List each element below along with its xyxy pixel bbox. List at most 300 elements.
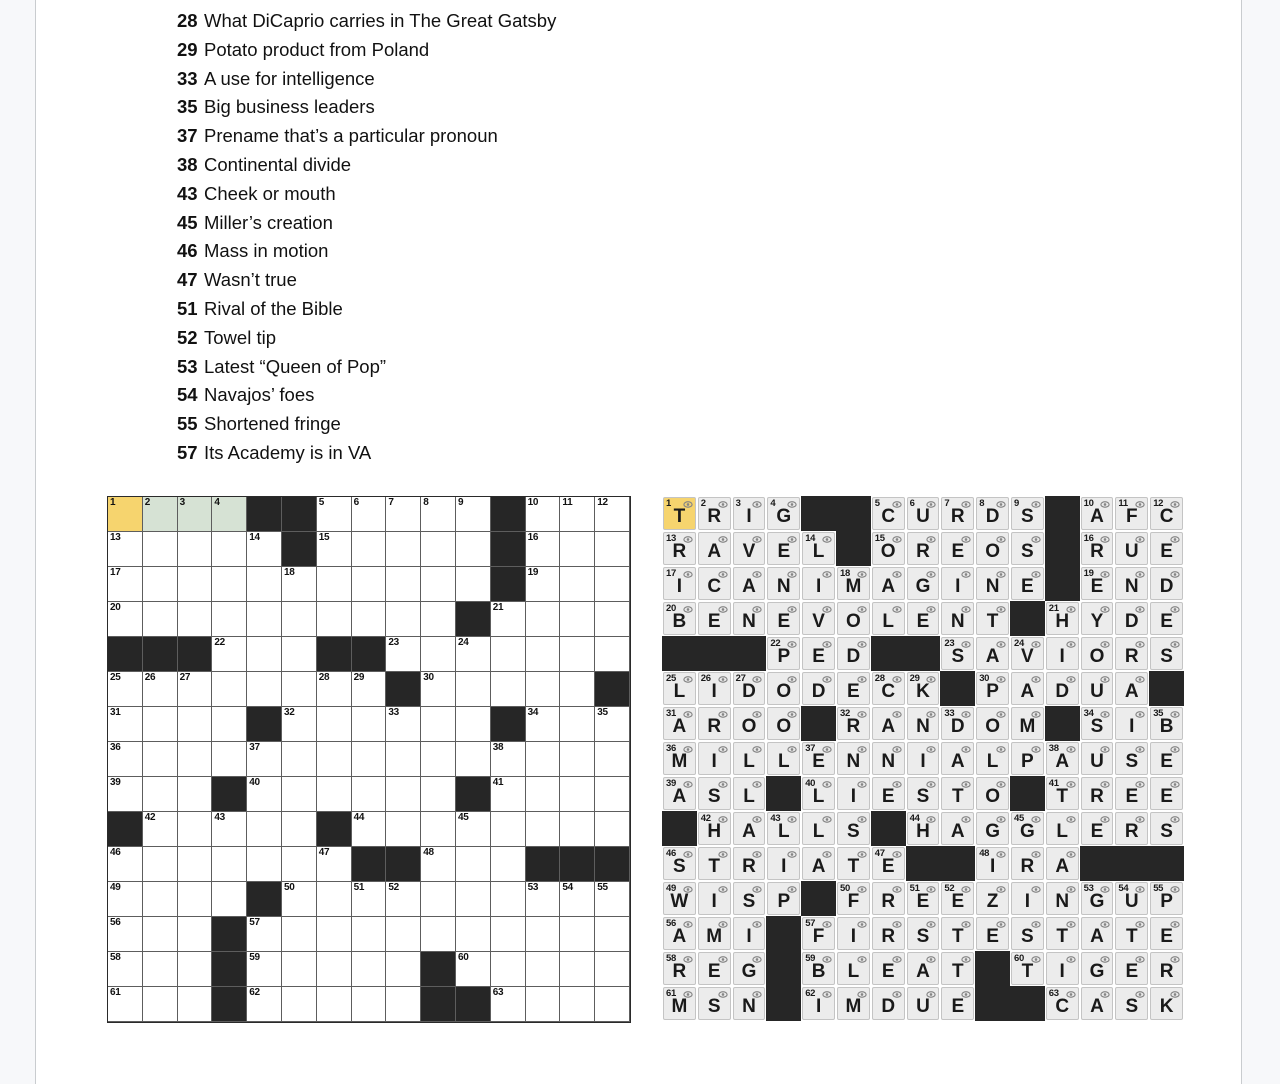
- grid-cell: [491, 952, 526, 987]
- letter-tile: [1011, 637, 1044, 670]
- grid-cell: [282, 882, 317, 917]
- grid-cell: [247, 637, 282, 672]
- grid-cell: [386, 637, 421, 672]
- grid-cell: [906, 566, 941, 601]
- letter-tile: [767, 672, 800, 705]
- clue-text: Continental divide: [204, 153, 352, 175]
- grid-cell: [560, 882, 595, 917]
- black-cell: [836, 531, 871, 566]
- grid-cell: [1149, 601, 1184, 636]
- grid-cell: [836, 846, 871, 881]
- letter-tile: [837, 637, 870, 670]
- letter-tile: [663, 602, 696, 635]
- grid-cell: [732, 986, 767, 1021]
- grid-cell: [1114, 881, 1149, 916]
- black-cell: [906, 846, 941, 881]
- cell-number: 40: [249, 777, 260, 788]
- letter-tile: [698, 672, 731, 705]
- cell-letter: F: [1125, 506, 1138, 527]
- cell-letter: T: [1021, 961, 1034, 982]
- cell-number: 1: [110, 497, 116, 508]
- cell-letter: M: [1019, 716, 1036, 737]
- cell-number: 60: [457, 952, 469, 963]
- grid-cell: [282, 672, 317, 707]
- grid-cell: [108, 497, 143, 532]
- clue-item: [177, 410, 737, 439]
- black-cell: [491, 532, 526, 567]
- grid-cell: [732, 951, 767, 986]
- letter-tile: [733, 672, 766, 705]
- cell-letter: D: [742, 681, 756, 702]
- cell-letter: S: [1021, 541, 1034, 562]
- grid-cell: [1114, 706, 1149, 741]
- cell-letter: D: [811, 681, 826, 702]
- clue-number: 54: [177, 384, 198, 406]
- grid-cell: [178, 847, 213, 882]
- cell-number: 46: [110, 847, 121, 858]
- cell-number: 31: [110, 707, 121, 718]
- letter-tile: [663, 952, 696, 985]
- letter-tile: [837, 602, 870, 635]
- cell-number: 26: [700, 673, 711, 684]
- grid-cell: [491, 742, 526, 777]
- grid-cell: [1045, 671, 1080, 706]
- grid-cell: [697, 601, 732, 636]
- cell-number: 50: [839, 883, 850, 894]
- black-cell: [247, 882, 282, 917]
- cell-letter: T: [708, 856, 720, 877]
- letter-tile: [1115, 637, 1148, 670]
- cell-letter: I: [746, 506, 752, 527]
- grid-cell: [1080, 566, 1115, 601]
- cell-letter: E: [916, 891, 930, 912]
- grid-cell: [143, 707, 178, 742]
- letter-tile: [698, 497, 731, 530]
- cell-number: 28: [874, 673, 885, 684]
- grid-cell: [906, 951, 941, 986]
- cell-number: 24: [1013, 638, 1024, 649]
- grid-cell: [560, 707, 595, 742]
- grid-cell: [456, 497, 491, 532]
- grid-cell: [595, 637, 630, 672]
- cell-letter: W: [670, 891, 689, 912]
- letter-tile: [1150, 532, 1183, 565]
- letter-tile: [1046, 672, 1079, 705]
- grid-cell: [595, 567, 630, 602]
- cell-letter: P: [777, 646, 791, 667]
- grid-cell: [836, 636, 871, 671]
- letter-tile: [941, 917, 974, 950]
- grid-cell: [595, 532, 630, 567]
- letter-tile: [733, 812, 766, 845]
- cell-letter: O: [985, 716, 1000, 737]
- grid-cell: [212, 707, 247, 742]
- cell-letter: C: [707, 576, 722, 597]
- cell-letter: C: [881, 506, 896, 527]
- grid-cell: [178, 567, 213, 602]
- clue-item: [177, 7, 737, 36]
- cell-letter: E: [777, 541, 791, 562]
- grid-cell: [386, 532, 421, 567]
- grid-cell: [662, 986, 697, 1021]
- cell-letter: I: [1059, 646, 1065, 667]
- grid-cell: [906, 986, 941, 1021]
- grid-cell: [560, 532, 595, 567]
- cell-letter: V: [812, 611, 825, 632]
- black-cell: [1149, 671, 1184, 706]
- grid-cell: [560, 672, 595, 707]
- cell-letter: U: [1124, 541, 1139, 562]
- cell-number: 22: [214, 637, 225, 648]
- cell-letter: A: [1055, 856, 1070, 877]
- grid-cell: [491, 777, 526, 812]
- cell-letter: E: [812, 646, 825, 667]
- grid-cell: [940, 496, 975, 531]
- black-cell: [247, 707, 282, 742]
- cell-number: 9: [457, 497, 464, 508]
- grid-cell: [282, 602, 317, 637]
- letter-tile: [1081, 672, 1114, 705]
- grid-cell: [456, 672, 491, 707]
- cell-number: 21: [492, 602, 504, 613]
- cell-letter: C: [1055, 996, 1070, 1017]
- cell-number: 11: [1118, 498, 1128, 509]
- cell-number: 51: [909, 883, 920, 894]
- cell-letter: V: [742, 541, 756, 562]
- grid-cell: [871, 601, 906, 636]
- cell-letter: A: [950, 821, 965, 842]
- grid-cell: [940, 601, 975, 636]
- grid-cell: [975, 881, 1010, 916]
- cell-number: 16: [1083, 533, 1094, 544]
- cell-letter: A: [1124, 681, 1139, 702]
- letter-tile: [767, 497, 800, 530]
- grid-cell: [560, 742, 595, 777]
- cell-number: 33: [944, 708, 955, 719]
- grid-cell: [595, 882, 630, 917]
- letter-tile: [941, 952, 974, 985]
- cell-number: 42: [144, 812, 156, 823]
- letter-tile: [941, 567, 974, 600]
- cell-letter: L: [986, 751, 999, 772]
- black-cell: [456, 602, 491, 637]
- grid-cell: [143, 812, 178, 847]
- grid-cell: [836, 776, 871, 811]
- grid-cell: [526, 672, 561, 707]
- letter-tile: [1011, 812, 1044, 845]
- letter-tile: [976, 672, 1009, 705]
- letter-tile: [837, 777, 870, 810]
- grid-cell: [247, 812, 282, 847]
- cell-number: 2: [144, 497, 151, 508]
- letter-tile: [1081, 532, 1114, 565]
- grid-cell: [940, 951, 975, 986]
- cell-letter: S: [673, 856, 686, 877]
- cell-letter: O: [776, 681, 792, 702]
- grid-cell: [317, 847, 352, 882]
- cell-number: 6: [909, 498, 915, 509]
- letter-tile: [907, 707, 940, 740]
- letter-tile: [802, 602, 835, 635]
- cell-letter: N: [950, 611, 965, 632]
- cell-number: 14: [805, 533, 816, 544]
- cell-number: 26: [144, 672, 156, 683]
- cell-number: 41: [492, 777, 504, 788]
- grid-cell: [906, 811, 941, 846]
- grid-cell: [766, 636, 801, 671]
- grid-cell: [975, 531, 1010, 566]
- grid-cell: [940, 636, 975, 671]
- grid-cell: [386, 812, 421, 847]
- grid-cell: [1080, 776, 1115, 811]
- cell-letter: O: [776, 716, 792, 737]
- cell-number: 35: [1153, 708, 1164, 719]
- letter-tile: [663, 917, 696, 950]
- grid-cell: [801, 916, 836, 951]
- grid-cell: [456, 532, 491, 567]
- grid-cell: [317, 952, 352, 987]
- grid-cell: [108, 602, 143, 637]
- grid-cell: [352, 812, 387, 847]
- cell-number: 22: [770, 638, 781, 649]
- cell-number: 5: [874, 498, 880, 509]
- cell-letter: F: [812, 926, 825, 947]
- grid-cell: [282, 777, 317, 812]
- cell-number: 55: [1153, 883, 1164, 894]
- letter-tile: [941, 637, 974, 670]
- grid-cell: [766, 566, 801, 601]
- grid-cell: [906, 881, 941, 916]
- grid-cell: [352, 742, 387, 777]
- cell-letter: E: [881, 786, 895, 807]
- letter-tile: [1046, 917, 1079, 950]
- grid-cell: [247, 532, 282, 567]
- clue-text: Navajos’ foes: [204, 384, 315, 406]
- letter-tile: [767, 847, 800, 880]
- black-cell: [766, 776, 801, 811]
- cell-number: 27: [179, 672, 191, 683]
- grid-cell: [1149, 496, 1184, 531]
- cell-letter: E: [1160, 926, 1173, 947]
- grid-cell: [1010, 881, 1045, 916]
- grid-cell: [1114, 531, 1149, 566]
- black-cell: [801, 706, 836, 741]
- cell-letter: R: [881, 891, 896, 912]
- grid-cell: [108, 882, 143, 917]
- cell-number: 46: [666, 848, 676, 859]
- cell-number: 57: [805, 918, 816, 929]
- cell-number: 51: [353, 882, 365, 893]
- cell-letter: I: [815, 996, 822, 1017]
- clue-text: A use for intelligence: [204, 67, 375, 89]
- grid-cell: [421, 777, 456, 812]
- grid-cell: [906, 776, 941, 811]
- cell-letter: A: [672, 786, 687, 807]
- grid-cell: [421, 567, 456, 602]
- cell-number: 60: [1013, 953, 1024, 964]
- solution-grid: [662, 496, 1184, 1021]
- clue-item: [177, 65, 737, 94]
- cell-letter: A: [672, 716, 687, 737]
- down-clues-list: [177, 7, 737, 468]
- grid-cell: [1114, 811, 1149, 846]
- grid-cell: [766, 531, 801, 566]
- grid-cell: [560, 567, 595, 602]
- cell-letter: R: [916, 541, 930, 562]
- clue-item: [177, 151, 737, 180]
- grid-cell: [178, 812, 213, 847]
- grid-cell: [732, 846, 767, 881]
- cell-number: 49: [110, 882, 121, 893]
- black-cell: [108, 637, 143, 672]
- letter-tile: [1081, 777, 1114, 810]
- empty-grid: [107, 496, 631, 1023]
- cell-letter: T: [986, 611, 999, 632]
- letter-tile: [698, 707, 731, 740]
- grid-cell: [143, 952, 178, 987]
- black-cell: [491, 707, 526, 742]
- cell-number: 49: [666, 883, 676, 894]
- cell-number: 45: [1013, 813, 1024, 824]
- cell-number: 30: [423, 672, 434, 683]
- grid-cell: [1114, 916, 1149, 951]
- grid-cell: [940, 706, 975, 741]
- letter-tile: [663, 987, 696, 1020]
- black-cell: [801, 496, 836, 531]
- grid-cell: [1010, 741, 1045, 776]
- grid-cell: [178, 672, 213, 707]
- grid-cell: [560, 917, 595, 952]
- grid-cell: [906, 671, 941, 706]
- clue-item: [177, 93, 737, 122]
- cell-number: 61: [110, 987, 121, 998]
- grid-cell: [526, 812, 561, 847]
- grid-cell: [526, 742, 561, 777]
- grid-cell: [317, 672, 352, 707]
- grid-cell: [662, 706, 697, 741]
- cell-letter: E: [1160, 751, 1173, 772]
- cell-letter: P: [777, 891, 791, 912]
- grid-cell: [662, 776, 697, 811]
- letter-tile: [1115, 532, 1148, 565]
- grid-cell: [108, 917, 143, 952]
- grid-cell: [1114, 741, 1149, 776]
- grid-cell: [940, 811, 975, 846]
- cell-letter: A: [707, 541, 722, 562]
- letter-tile: [733, 847, 766, 880]
- letter-tile: [1046, 882, 1079, 915]
- grid-cell: [247, 777, 282, 812]
- letter-tile: [1150, 777, 1183, 810]
- grid-cell: [1114, 951, 1149, 986]
- grid-cell: [836, 986, 871, 1021]
- cell-letter: E: [1160, 611, 1173, 632]
- grid-cell: [491, 847, 526, 882]
- grid-cell: [421, 532, 456, 567]
- black-cell: [697, 636, 732, 671]
- letter-tile: [733, 602, 766, 635]
- cell-number: 10: [1083, 498, 1094, 509]
- cell-letter: B: [811, 961, 826, 982]
- cell-number: 58: [666, 953, 676, 964]
- cell-letter: N: [742, 996, 756, 1017]
- cell-number: 37: [249, 742, 260, 753]
- grid-cell: [1010, 811, 1045, 846]
- cell-number: 48: [979, 848, 990, 859]
- black-cell: [1045, 706, 1080, 741]
- cell-letter: A: [742, 576, 756, 597]
- letter-tile: [907, 952, 940, 985]
- letter-tile: [1150, 742, 1183, 775]
- letter-tile: [1115, 777, 1148, 810]
- grid-cell: [352, 497, 387, 532]
- grid-cell: [108, 987, 143, 1022]
- cell-number: 14: [249, 532, 260, 543]
- black-cell: [526, 847, 561, 882]
- letter-tile: [941, 497, 974, 530]
- cell-letter: S: [1125, 751, 1139, 772]
- letter-tile: [976, 567, 1009, 600]
- cell-letter: I: [1059, 961, 1065, 982]
- grid-cell: [975, 601, 1010, 636]
- black-cell: [247, 497, 282, 532]
- letter-tile: [1011, 532, 1044, 565]
- clue-item: [177, 295, 737, 324]
- letter-tile: [767, 567, 800, 600]
- letter-tile: [1081, 742, 1114, 775]
- cell-number: 41: [1048, 778, 1059, 789]
- letter-tile: [1115, 917, 1148, 950]
- grid-cell: [732, 776, 767, 811]
- letter-tile: [802, 812, 835, 845]
- grid-cell: [871, 916, 906, 951]
- cell-letter: H: [1055, 611, 1070, 632]
- letter-tile: [1150, 497, 1183, 530]
- grid-cell: [595, 602, 630, 637]
- grid-cell: [386, 742, 421, 777]
- grid-cell: [143, 917, 178, 952]
- grid-cell: [526, 952, 561, 987]
- cell-number: 54: [1118, 883, 1129, 894]
- cell-number: 43: [214, 812, 225, 823]
- clue-number: 28: [177, 10, 198, 31]
- grid-cell: [1080, 636, 1115, 671]
- cell-letter: E: [1160, 541, 1173, 562]
- cell-letter: E: [1125, 786, 1139, 807]
- grid-cell: [526, 567, 561, 602]
- grid-cell: [1045, 916, 1080, 951]
- clue-number: 45: [177, 211, 198, 233]
- grid-cell: [247, 567, 282, 602]
- clue-item: [177, 353, 737, 382]
- letter-tile: [1081, 637, 1114, 670]
- cell-number: 50: [283, 882, 295, 893]
- letter-tile: [802, 987, 835, 1020]
- cell-number: 9: [1013, 498, 1019, 509]
- letter-tile: [837, 707, 870, 740]
- letter-tile: [976, 497, 1009, 530]
- letter-tile: [976, 637, 1009, 670]
- cell-number: 62: [249, 987, 260, 998]
- grid-cell: [1149, 636, 1184, 671]
- cell-number: 33: [388, 707, 399, 718]
- letter-tile: [663, 882, 696, 915]
- letter-tile: [907, 987, 940, 1020]
- cell-letter: I: [711, 681, 717, 702]
- cell-letter: S: [916, 786, 930, 807]
- grid-cell: [352, 567, 387, 602]
- grid-cell: [456, 917, 491, 952]
